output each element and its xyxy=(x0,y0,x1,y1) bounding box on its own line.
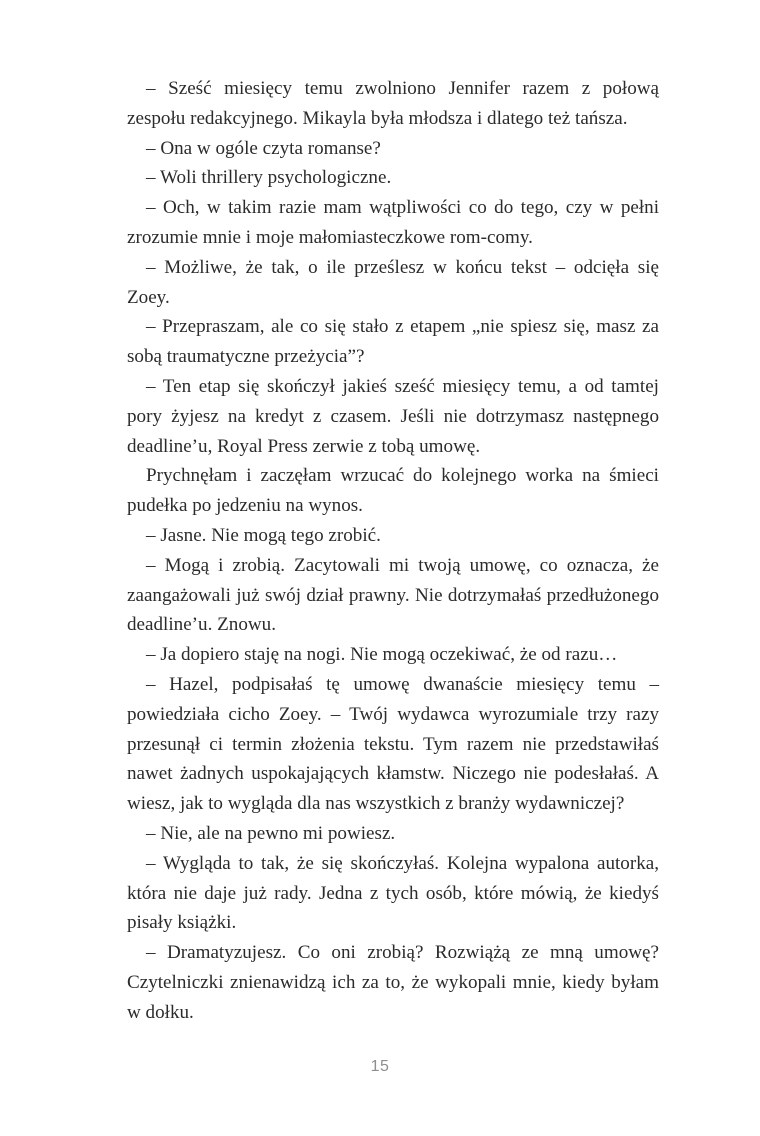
paragraph: – Nie, ale na pewno mi powiesz. xyxy=(146,822,396,844)
paragraph: – Sześć miesięcy temu zwolniono Jennifer razem z połową zespołu redakcyjnego. Mikayla była młodsza i dlatego też tańsza. xyxy=(127,78,659,129)
paragraph: – Ten etap się skończył jakieś sześć miesięcy temu, a od tamtej pory żyjesz na kredyt z czasem. Jeśli nie dotrzymasz następnego deadline’u, Royal Press zerwie z tobą umowę. xyxy=(127,375,659,457)
paragraph: – Dramatyzujesz. Co oni zrobią? Rozwiążą ze mną umowę? Czytelniczki znienawidzą ich za to, że wykopali mnie, kiedy byłam w dołku. xyxy=(127,942,659,1023)
paragraph: – Ja dopiero staję na nogi. Nie mogą oczekiwać, że od razu… xyxy=(146,644,618,666)
paragraph: – Woli thrillery psychologiczne. xyxy=(146,167,392,189)
paragraph: – Och, w takim razie mam wątpliwości co do tego, czy w pełni zrozumie mnie i moje małomiasteczkowe rom-comy. xyxy=(127,197,659,248)
page-number: 15 xyxy=(370,1058,390,1075)
paragraph: – Jasne. Nie mogą tego zrobić. xyxy=(146,524,381,546)
paragraph: – Ona w ogóle czyta romanse? xyxy=(146,137,381,159)
paragraph: – Hazel, podpisałaś tę umowę dwanaście miesięcy temu – powiedziała cicho Zoey. – Twój wydawca wyrozumiale trzy razy przesunął ci termin złożenia tekstu. Tym razem nie przedstawiłaś nawet żadnych uspokajających kłamstw. Niczego nie podesłałaś. A wiesz, jak to wygląda dla nas wszystkich z branży wydawniczej? xyxy=(127,673,659,815)
body-text xyxy=(127,74,659,1028)
paragraph: – Mogą i zrobią. Zacytowali mi twoją umowę, co oznacza, że zaangażowali już swój dział prawny. Nie dotrzymałaś przedłużonego deadline’u. Znowu. xyxy=(127,554,659,636)
paragraph: – Przepraszam, ale co się stało z etapem „nie spiesz się, masz za sobą traumatyczne przeżycia”? xyxy=(127,316,659,368)
paragraph: – Możliwe, że tak, o ile prześlesz w końcu tekst – odcięła się Zoey. xyxy=(127,256,659,308)
paragraph: Prychnęłam i zaczęłam wrzucać do kolejnego worka na śmieci pudełka po jedzeniu na wynos. xyxy=(127,465,659,517)
paragraph: – Wygląda to tak, że się skończyłaś. Kolejna wypalona autorka, która nie daje już rady. Jedna z tych osób, które mówią, że kiedyś pisały książki. xyxy=(127,852,659,934)
